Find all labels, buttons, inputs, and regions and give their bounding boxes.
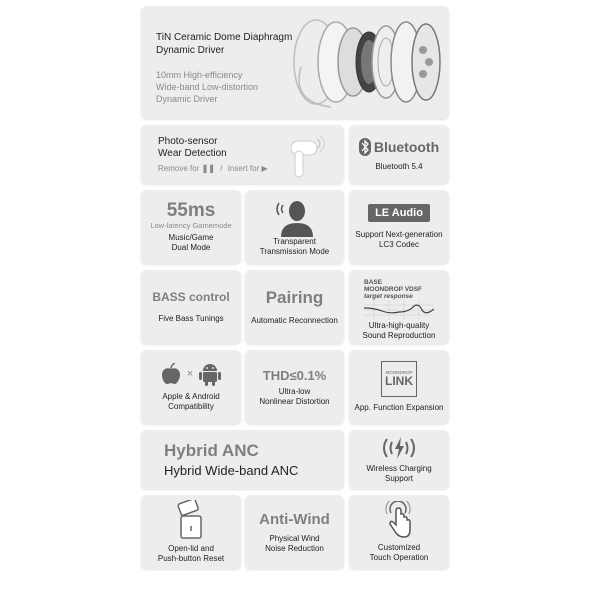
thd-card <box>245 350 344 424</box>
moondrop-link-logo <box>381 361 417 397</box>
pairing-card <box>245 270 344 344</box>
target-line3: target response <box>364 293 413 300</box>
wear-hint <box>158 164 268 173</box>
anc-title: Hybrid ANC <box>164 441 259 460</box>
bluetooth-card <box>349 125 449 184</box>
wear-title-line1: Photo-sensor <box>158 136 218 147</box>
openlid-line1: Open-lid and <box>168 544 214 553</box>
bluetooth-version: Bluetooth 5.4 <box>375 161 423 171</box>
le-audio-card <box>349 190 449 264</box>
thd-line1: Ultra-low <box>278 386 311 396</box>
app-link-card <box>349 350 449 424</box>
le-audio-badge: LE Audio <box>368 204 430 222</box>
bluetooth-icon <box>359 138 371 156</box>
thd-title: THD≤0.1% <box>262 367 327 383</box>
touch-operation-card <box>349 495 449 569</box>
play-icon: ▶ <box>261 164 268 173</box>
driver-desc-line1: 10mm High-efficiency <box>156 70 243 80</box>
target-cap1: Ultra-high-quality <box>368 321 430 330</box>
open-lid-card <box>141 495 241 569</box>
wireless-charging-icon <box>379 435 419 461</box>
bass-title: BASS control <box>152 290 230 304</box>
touch-line1: Customized <box>377 543 421 552</box>
target-line2: MOONDROP VDSF <box>364 286 423 293</box>
target-cap2: Sound Reproduction <box>362 331 436 340</box>
driver-exploded-icon <box>271 12 446 112</box>
driver-title-line2: Dynamic Driver <box>156 45 225 56</box>
gamemode-sub: Low-latency Gamemode <box>150 221 232 230</box>
wireless-line2: Support <box>384 474 414 483</box>
wear-remove-text: Remove for <box>158 164 200 173</box>
charging-case-icon <box>176 500 206 540</box>
link-caption: App. Function Expansion <box>354 403 444 412</box>
pause-icon: ❚❚ <box>201 164 215 173</box>
gamemode-line2: Dual Mode <box>171 243 211 252</box>
link-small-text: MOONDROP <box>385 370 413 375</box>
touch-gesture-icon <box>382 501 416 539</box>
thd-line2: Nonlinear Distortion <box>259 396 330 406</box>
transparent-line1: Transparent <box>273 237 316 246</box>
person-listening-icon <box>273 197 317 237</box>
gamemode-latency: 55ms <box>166 200 216 221</box>
gamemode-card <box>141 190 241 264</box>
frequency-response-icon <box>364 300 434 320</box>
driver-card <box>141 6 449 119</box>
target-line1: BASE <box>364 279 383 286</box>
wear-insert-text: Insert for <box>227 164 260 173</box>
touch-line2: Touch Operation <box>369 553 429 562</box>
compat-line2: Compatibility <box>168 402 214 411</box>
transparent-line2: Transmission Mode <box>259 247 330 256</box>
transparent-card <box>245 190 344 264</box>
le-audio-line1: Support Next-generation <box>355 230 443 239</box>
wear-title <box>158 136 227 160</box>
driver-title-line1: TiN Ceramic Dome Diaphragm <box>156 32 293 43</box>
bass-line1: Five Bass Tunings <box>158 314 224 323</box>
driver-desc <box>156 69 258 105</box>
antiwind-title: Anti-Wind <box>259 510 330 528</box>
driver-desc-line2: Wide-band Low-distortion <box>156 82 259 92</box>
wear-separator: / <box>220 164 223 173</box>
openlid-line2: Push-button Reset <box>157 554 225 563</box>
driver-desc-line3: Dynamic Driver <box>156 94 218 104</box>
android-icon <box>199 362 221 386</box>
wireless-line1: Wireless Charging <box>366 464 432 473</box>
compat-x: × <box>186 368 194 380</box>
compat-line1: Apple & Android <box>162 392 220 401</box>
antiwind-line2: Noise Reduction <box>265 543 324 553</box>
target-response-card <box>349 270 449 344</box>
compatibility-card <box>141 350 241 424</box>
antiwind-line1: Physical Wind <box>269 533 320 543</box>
wireless-charging-card <box>349 430 449 489</box>
bluetooth-logo-text: Bluetooth <box>373 138 440 155</box>
pairing-title: Pairing <box>265 288 324 307</box>
gamemode-line1: Music/Game <box>168 233 214 242</box>
target-caption <box>349 321 449 341</box>
anc-subtitle: Hybrid Wide-band ANC <box>164 463 299 478</box>
apple-icon <box>161 363 181 385</box>
link-logo-text: LINK <box>385 374 413 388</box>
wear-title-line2: Wear Detection <box>158 148 227 159</box>
anti-wind-card <box>245 495 344 569</box>
pairing-line1: Automatic Reconnection <box>251 316 338 325</box>
bass-card <box>141 270 241 344</box>
le-audio-line2: LC3 Codec <box>378 240 420 249</box>
hybrid-anc-card <box>141 430 344 489</box>
earbud-icon <box>287 133 327 181</box>
target-label <box>364 279 422 300</box>
wear-detection-card <box>141 125 344 184</box>
